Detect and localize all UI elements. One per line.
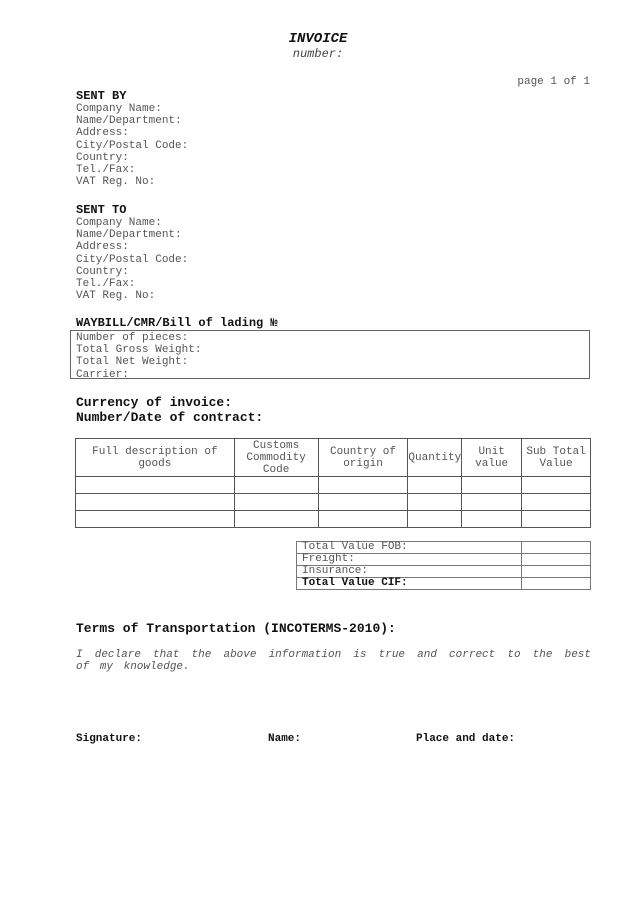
cell-commodity-code[interactable] (234, 477, 318, 494)
sent-to-tel-fax: Tel./Fax: (76, 278, 136, 291)
cell-unit-value[interactable] (462, 511, 522, 528)
cell-description[interactable] (76, 511, 235, 528)
contract-number-date: Number/Date of contract: (76, 410, 264, 425)
currency-of-invoice: Currency of invoice: (76, 395, 233, 410)
cell-subtotal[interactable] (522, 477, 591, 494)
total-cif-value[interactable] (522, 578, 591, 590)
page-indicator: page 1 of 1 (517, 76, 590, 88)
insurance-value[interactable] (522, 566, 591, 578)
total-fob-value[interactable] (522, 542, 591, 554)
table-row (76, 494, 591, 511)
cell-description[interactable] (76, 494, 235, 511)
cell-country-origin[interactable] (318, 494, 408, 511)
totals-row-freight (297, 554, 591, 566)
sent-by-country: Country: (76, 151, 129, 164)
totals-row-fob (297, 542, 591, 554)
freight-label: Freight: (297, 554, 522, 566)
sent-by-fields (76, 103, 188, 188)
terms-heading: Terms of Transportation (INCOTERMS-2010): (76, 621, 396, 636)
cell-description[interactable] (76, 477, 235, 494)
col-subtotal: Sub Total Value (522, 439, 591, 477)
sent-to-country: Country: (76, 265, 129, 278)
col-commodity-code: Customs Commodity Code (234, 439, 318, 477)
goods-header-row (76, 439, 591, 477)
sent-by-name-department: Name/Department: (76, 115, 182, 128)
col-country-origin: Country of origin (318, 439, 408, 477)
declaration-text: I declare that the above information is true and correct to the best of my knowledge. (76, 649, 591, 673)
sent-by-vat: VAT Reg. No: (76, 176, 156, 189)
cell-quantity[interactable] (408, 494, 462, 511)
signature-label: Signature: (76, 733, 143, 745)
sent-by-address: Address: (76, 127, 129, 140)
cell-subtotal[interactable] (522, 494, 591, 511)
cell-subtotal[interactable] (522, 511, 591, 528)
sent-to-heading: SENT TO (76, 203, 127, 217)
insurance-label: Insurance: (297, 566, 522, 578)
cell-unit-value[interactable] (462, 494, 522, 511)
sent-to-address: Address: (76, 241, 129, 254)
waybill-carrier: Carrier: (76, 368, 129, 381)
sent-to-company-name: Company Name: (76, 217, 162, 229)
sent-to-fields (76, 217, 188, 302)
freight-value[interactable] (522, 554, 591, 566)
col-description: Full description of goods (76, 439, 235, 477)
cell-unit-value[interactable] (462, 477, 522, 494)
sent-to-city-postal: City/Postal Code: (76, 253, 189, 266)
sent-to-vat: VAT Reg. No: (76, 290, 156, 303)
sent-to-section (76, 203, 188, 302)
cell-quantity[interactable] (408, 511, 462, 528)
name-label: Name: (268, 733, 302, 745)
waybill-net-weight: Total Net Weight: (76, 356, 189, 369)
sent-to-name-department: Name/Department: (76, 229, 182, 242)
col-quantity: Quantity (408, 439, 462, 477)
sent-by-tel-fax: Tel./Fax: (76, 164, 136, 177)
waybill-box (70, 330, 590, 379)
goods-table (75, 438, 591, 528)
totals-row-cif (297, 578, 591, 590)
waybill-number-of-pieces: Number of pieces: (76, 332, 189, 344)
cell-country-origin[interactable] (318, 511, 408, 528)
sent-by-heading: SENT BY (76, 89, 127, 103)
waybill-heading: WAYBILL/CMR/Bill of lading № (76, 316, 278, 330)
totals-row-insurance (297, 566, 591, 578)
col-unit-value: Unit value (462, 439, 522, 477)
sent-by-city-postal: City/Postal Code: (76, 139, 189, 152)
cell-commodity-code[interactable] (234, 494, 318, 511)
table-row (76, 477, 591, 494)
place-date-label: Place and date: (416, 733, 516, 745)
cell-commodity-code[interactable] (234, 511, 318, 528)
total-cif-label: Total Value CIF: (297, 578, 522, 590)
total-fob-label: Total Value FOB: (297, 542, 522, 554)
waybill-gross-weight: Total Gross Weight: (76, 344, 202, 357)
sent-by-company-name: Company Name: (76, 103, 162, 115)
totals-table (296, 541, 591, 590)
cell-quantity[interactable] (408, 477, 462, 494)
table-row (76, 511, 591, 528)
sent-by-section (76, 89, 188, 188)
contract-section (76, 395, 263, 425)
cell-country-origin[interactable] (318, 477, 408, 494)
invoice-title: INVOICE (288, 31, 348, 47)
invoice-number-label: number: (292, 47, 344, 61)
